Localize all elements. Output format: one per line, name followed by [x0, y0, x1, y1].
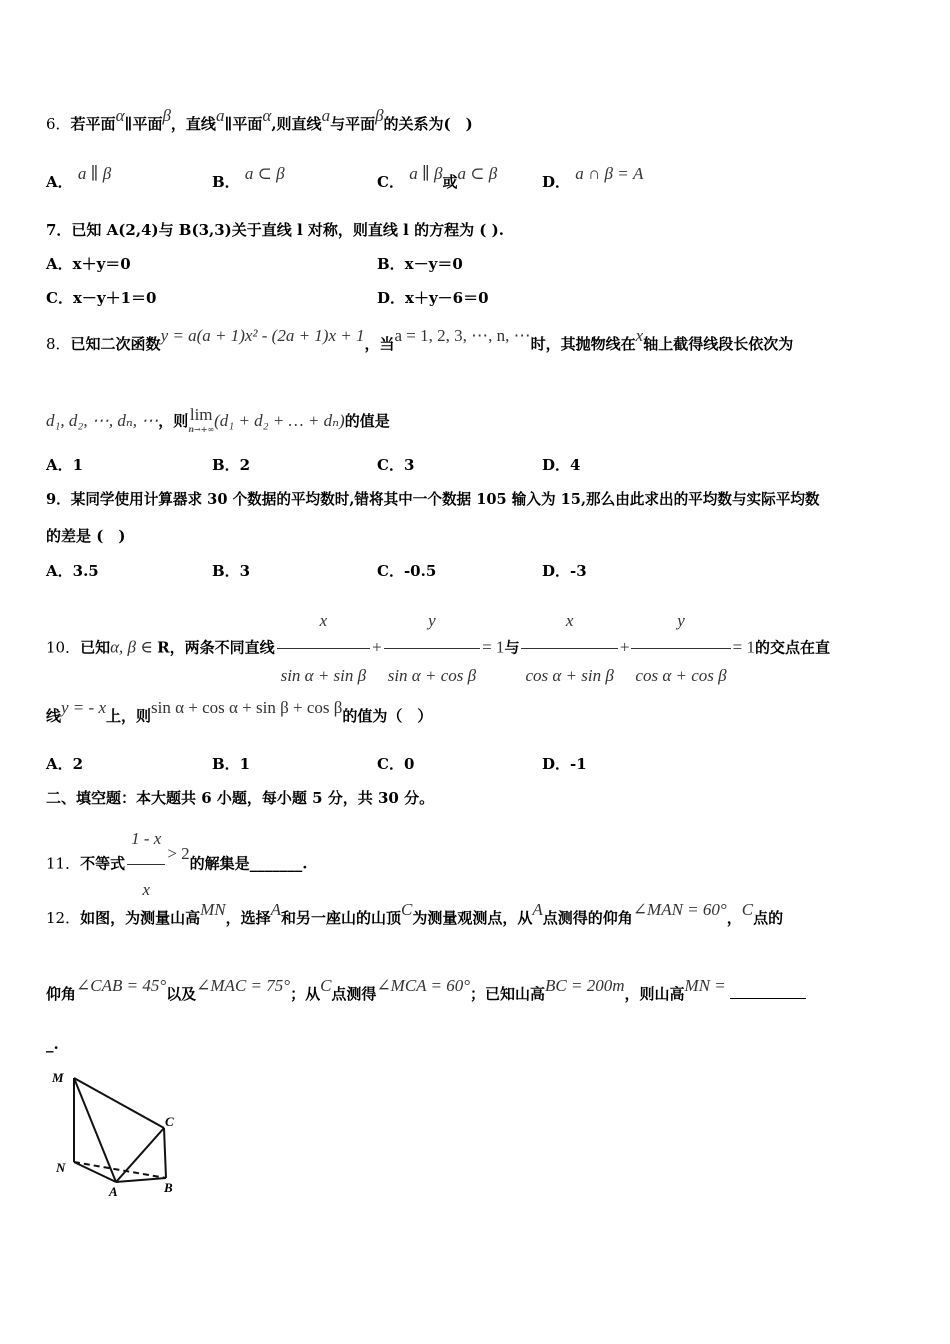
q7-option-d: D．x＋y－6＝0 — [377, 289, 489, 307]
fig-label-M: M — [52, 1070, 64, 1085]
fig-label-C: C — [165, 1114, 174, 1129]
q10-option-c: C．0 — [377, 755, 415, 773]
q10-fraction-1: $\frac{x}{\text{sin α + sin β}}$ — [277, 596, 371, 701]
q7-option-c: C．x－y＋1＝0 — [46, 289, 157, 307]
q7-option-a: A．x＋y＝0 — [46, 255, 131, 273]
q6-number: 6． — [46, 115, 71, 133]
q9-option-a: A．3.5 — [46, 562, 99, 580]
q11-answer-blank[interactable]: _______ — [249, 854, 303, 873]
q10-fraction-2: $\frac{y}{\text{sin α + cos β}}$ — [384, 596, 480, 701]
fig-line-NB — [74, 1162, 166, 1178]
q6-stem: 6．若平面α∥平面β，直线a∥平面α,则直线a与平面β的关系为( ) — [46, 106, 473, 133]
q6-option-d: D． a ∩ β = A — [542, 164, 644, 191]
q8-option-c: C．3 — [377, 456, 415, 474]
q8-option-a: A．1 — [46, 456, 84, 474]
q10-fraction-4: $\frac{y}{\text{cos α + cos β}}$ — [631, 596, 730, 701]
fig-label-N: N — [56, 1160, 66, 1175]
q7-option-b: B．x－y＝0 — [377, 255, 463, 273]
fig-line-MC — [74, 1078, 164, 1128]
q9-option-b: B．3 — [212, 562, 251, 580]
q10-option-b: B．1 — [212, 755, 251, 773]
q8-function: y = a(a + 1)x² - (2a + 1)x + 1 — [160, 326, 365, 345]
fig-line-AC — [116, 1128, 164, 1182]
fig-line-AB — [116, 1178, 166, 1182]
q9-stem-line2: 的差是 ( ) — [46, 527, 126, 545]
q8-stem-line1: 8．已知二次函数y = a(a + 1)x² - (2a + 1)x + 1，当a = 1, 2, 3, ⋯, n, ⋯时，其抛物线在x轴上截得线段长依次为 — [46, 326, 794, 353]
q9-option-c: C．-0.5 — [377, 562, 437, 580]
q8-stem-line2: d₁, d₂, ⋯, dₙ, ⋯，则lim n→+∞ (d₁ + d₂ + … + dₙ)的值是 — [46, 405, 390, 434]
q12-stem-line1: 12．如图，为测量山高MN，选择A和另一座山的山顶C为测量观测点，从A点测得的仰角∠MAN = 60°，C点的 — [46, 900, 784, 927]
q6-option-c: C． a ∥ β或a ⊂ β — [377, 164, 498, 191]
q8-limit: lim n→+∞ — [188, 405, 215, 434]
q11-fraction: $\frac{1 - x}{x}$ — [127, 816, 165, 913]
q6-option-a: A． a ∥ β — [46, 164, 112, 191]
q10-option-a: A．2 — [46, 755, 84, 773]
q9-option-d: D．-3 — [542, 562, 587, 580]
section-2-heading: 二、填空题：本大题共 6 小题，每小题 5 分，共 30 分。 — [46, 789, 435, 807]
q10-option-d: D．-1 — [542, 755, 587, 773]
q9-stem-line1: 9．某同学使用计算器求 30 个数据的平均数时,错将其中一个数据 105 输入为 15,那么由此求出的平均数与实际平均数 — [46, 491, 820, 508]
q8-option-d: D．4 — [542, 456, 581, 474]
q11-stem: 11．不等式 $\frac{1 - x}{x}$ > 2的解集是_______. — [46, 816, 307, 913]
fig-line-CB — [164, 1128, 166, 1178]
q7-stem: 7．已知 A(2,4)与 B(3,3)关于直线 l 对称，则直线 l 的方程为 ( ). — [46, 221, 504, 239]
q10-stem-line1: 10．已知α, β ∈ R，两条不同直线 $\frac{x}{\text{sin α + sin β}}$ + $\frac{y}{\text{sin α + cos β}}$ = 1与 $\frac{x}{\text{cos α + sin β}}$ + $\frac{y}{\text{cos α + cos β}}$ = 1的交点在直 — [46, 596, 830, 701]
q12-answer-blank[interactable] — [730, 998, 806, 999]
q10-stem-line2: 线y = - x上，则sin α + cos α + sin β + cos β的值为（ ） — [46, 698, 433, 725]
mountain-figure — [46, 1064, 186, 1204]
q12-stem-line2: 仰角∠CAB = 45°以及∠MAC = 75°；从C点测得∠MCA = 60°；已知山高BC = 200m，则山高MN = — [46, 984, 806, 1004]
fig-label-A: A — [109, 1184, 118, 1199]
q10-fraction-3: $\frac{x}{\text{cos α + sin β}}$ — [521, 596, 617, 701]
q6-option-b: B． a ⊂ β — [212, 164, 285, 191]
q8-option-b: B．2 — [212, 456, 251, 474]
q12-stem-line3: _. — [46, 1035, 59, 1053]
fig-label-B: B — [164, 1180, 173, 1195]
